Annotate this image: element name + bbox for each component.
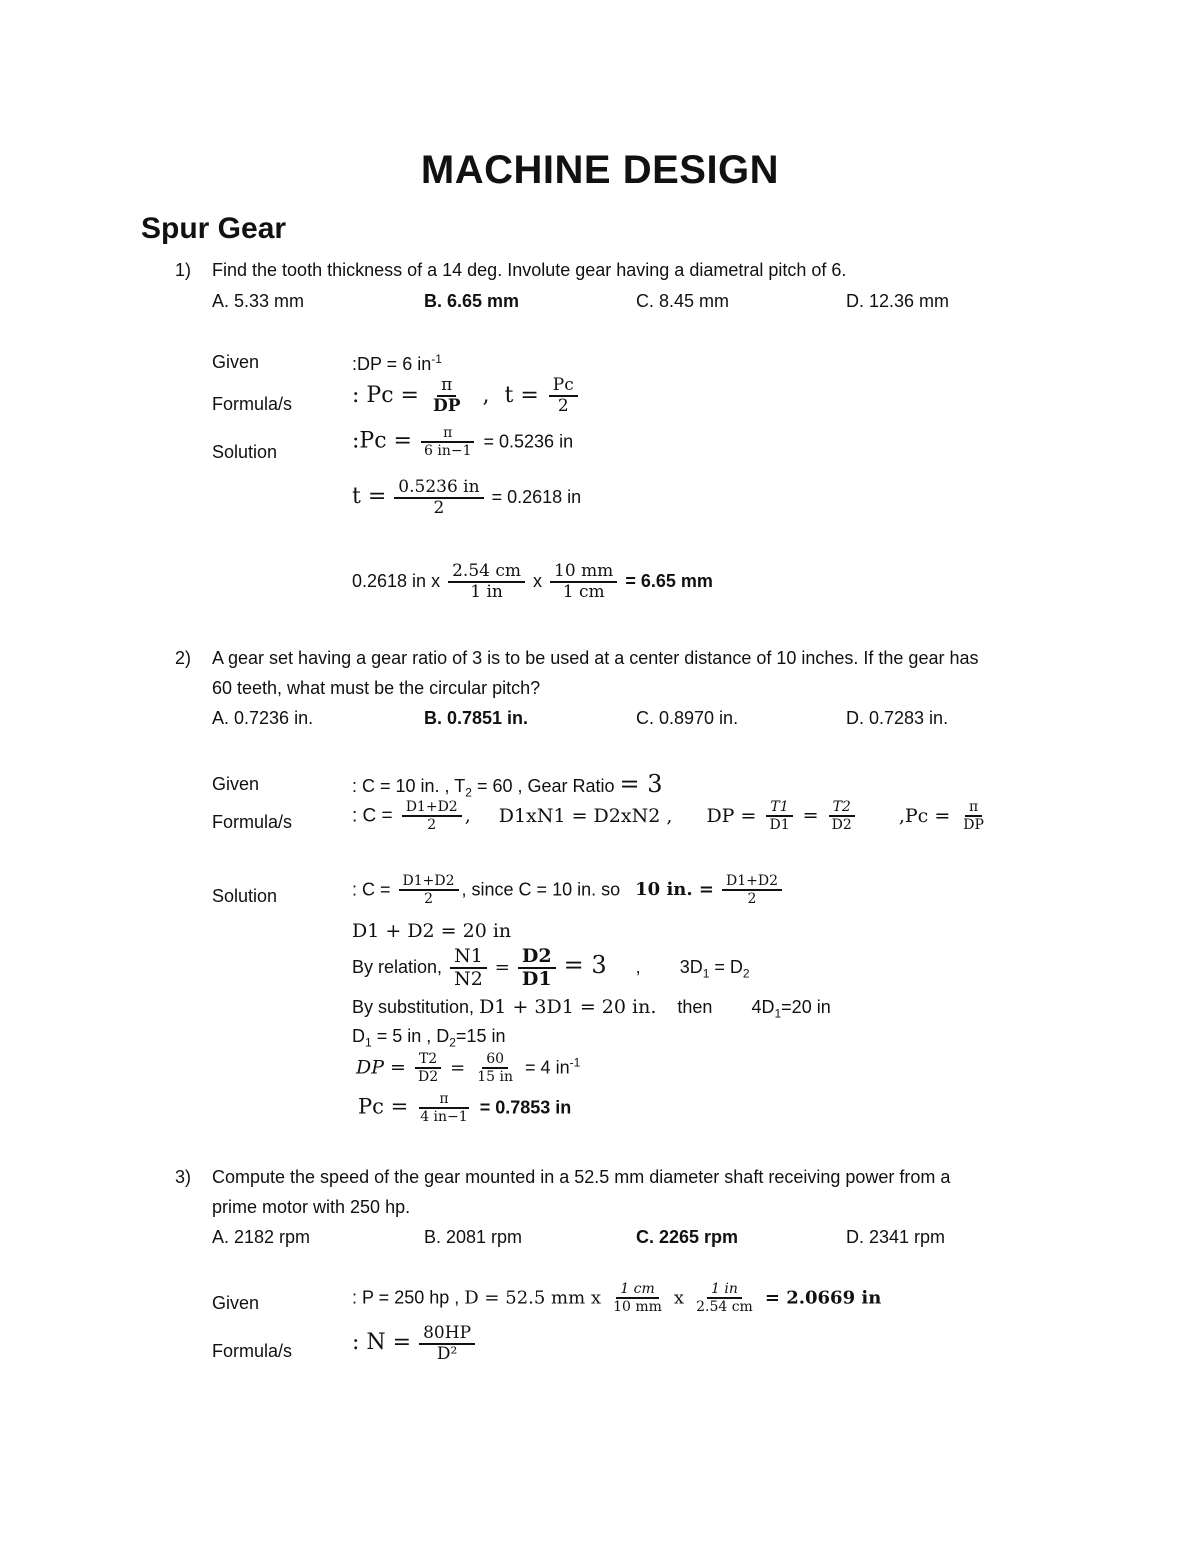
- solution-line1: : C = $\frac{D1+D2}{2}$ , since C = 10 in. so 10 in. = $\frac{D1+D2}{2}$: [352, 874, 785, 907]
- given-value: : P = 250 hp , D = 52.5 mm x $\frac{1 cm}{10 mm}$ x $\frac{1 in}{2.54 cm}$ = 2.0669 in: [352, 1281, 882, 1316]
- choice-b-answer: B. 6.65 mm: [424, 291, 520, 311]
- solution-dp: DP = $\frac{T2}{D2}$ = $\frac{60}{15 in}$ = 4 $in^{-1}$: [356, 1051, 581, 1086]
- question-text-line2: prime motor with 250 hp.: [212, 1197, 411, 1217]
- choice-d: D. 0.7283 in.: [846, 708, 949, 728]
- choice-c: C. 0.8970 in.: [636, 708, 739, 728]
- formula-expression: : C = $\frac{D1+D2}{2}$ , D1xN1 = D2xN2 , DP = $\frac{T1}{D1}$ = $\frac{T2}{D2}$ ,Pc = $\frac{\pi}{DP}$: [352, 799, 984, 834]
- section-heading: Spur Gear: [141, 212, 287, 245]
- choice-d: D. 12.36 mm: [846, 291, 950, 311]
- solution-relation: By relation, $\frac{N1}{N2}$ = $\frac{D2}{D1}$ = 3 , $3D_1 = D_2$: [352, 945, 750, 990]
- question-text: Find the tooth thickness of a 14 deg. Involute gear having a diametral pitch of 6.: [212, 260, 847, 280]
- formula-label: Formula/s: [212, 812, 293, 832]
- formula-expression: : Pc = $\frac{\pi}{DP}$ , t = $\frac{Pc}{2}$: [352, 376, 581, 416]
- choice-a: A. 0.7236 in.: [212, 708, 314, 728]
- choice-b: B. 2081 rpm: [424, 1227, 523, 1247]
- choice-b-answer: B. 0.7851 in.: [424, 708, 529, 728]
- formula-label: Formula/s: [212, 1341, 293, 1361]
- given-label: Given: [212, 1293, 260, 1313]
- given-value: :DP = 6 $in^{-1}$: [352, 352, 442, 374]
- question-number: 2): [175, 648, 192, 668]
- solution-label: Solution: [212, 886, 278, 906]
- unit-conversion: 0.2618 in x $\frac{2.54 cm}{1 in}$ x $\frac{10 mm}{1 cm}$ = 6.65 mm: [352, 561, 713, 602]
- question-number: 1): [175, 260, 192, 280]
- question-text: A gear set having a gear ratio of 3 is to be used at a center distance of 10 inches. If the gear has: [212, 648, 979, 668]
- question-text-line2: 60 teeth, what must be the circular pitch?: [212, 678, 541, 698]
- choice-c-answer: C. 2265 rpm: [636, 1227, 739, 1247]
- question-number: 3): [175, 1167, 192, 1187]
- choice-a: A. 2182 rpm: [212, 1227, 311, 1247]
- solution-label: Solution: [212, 442, 278, 462]
- solution-pc: Pc = $\frac{\pi}{4 in-1}$ = 0.7853 in: [358, 1091, 572, 1126]
- choice-a: A. 5.33 mm: [212, 291, 305, 311]
- given-label: Given: [212, 774, 260, 794]
- solution-line2: D1 + D2 = 20 in: [352, 920, 512, 942]
- given-value: : C = 10 in. , $T_2 = 60$ , Gear Ratio = 3: [352, 770, 663, 800]
- solution-substitution: By substitution, D1 + 3D1 = 20 in. then $4D_1=20$ in: [352, 996, 831, 1021]
- given-label: Given: [212, 352, 260, 372]
- page-title: MACHINE DESIGN: [420, 148, 780, 192]
- choice-c: C. 8.45 mm: [636, 291, 730, 311]
- solution-pc: :Pc = $\frac{\pi}{6 in-1}$ = 0.5236 in: [352, 425, 574, 460]
- question-text: Compute the speed of the gear mounted in a 52.5 mm diameter shaft receiving power from a: [212, 1167, 951, 1187]
- solution-diameters: $D_1 = 5$ in , $D_2=15$ in: [352, 1026, 506, 1050]
- choice-d: D. 2341 rpm: [846, 1227, 946, 1247]
- formula-label: Formula/s: [212, 394, 293, 414]
- formula-expression: : N = $\frac{80HP}{\text{D²}}$: [352, 1324, 478, 1364]
- solution-t: t = $\frac{0.5236 in}{2}$ = 0.2618 in: [352, 477, 582, 518]
